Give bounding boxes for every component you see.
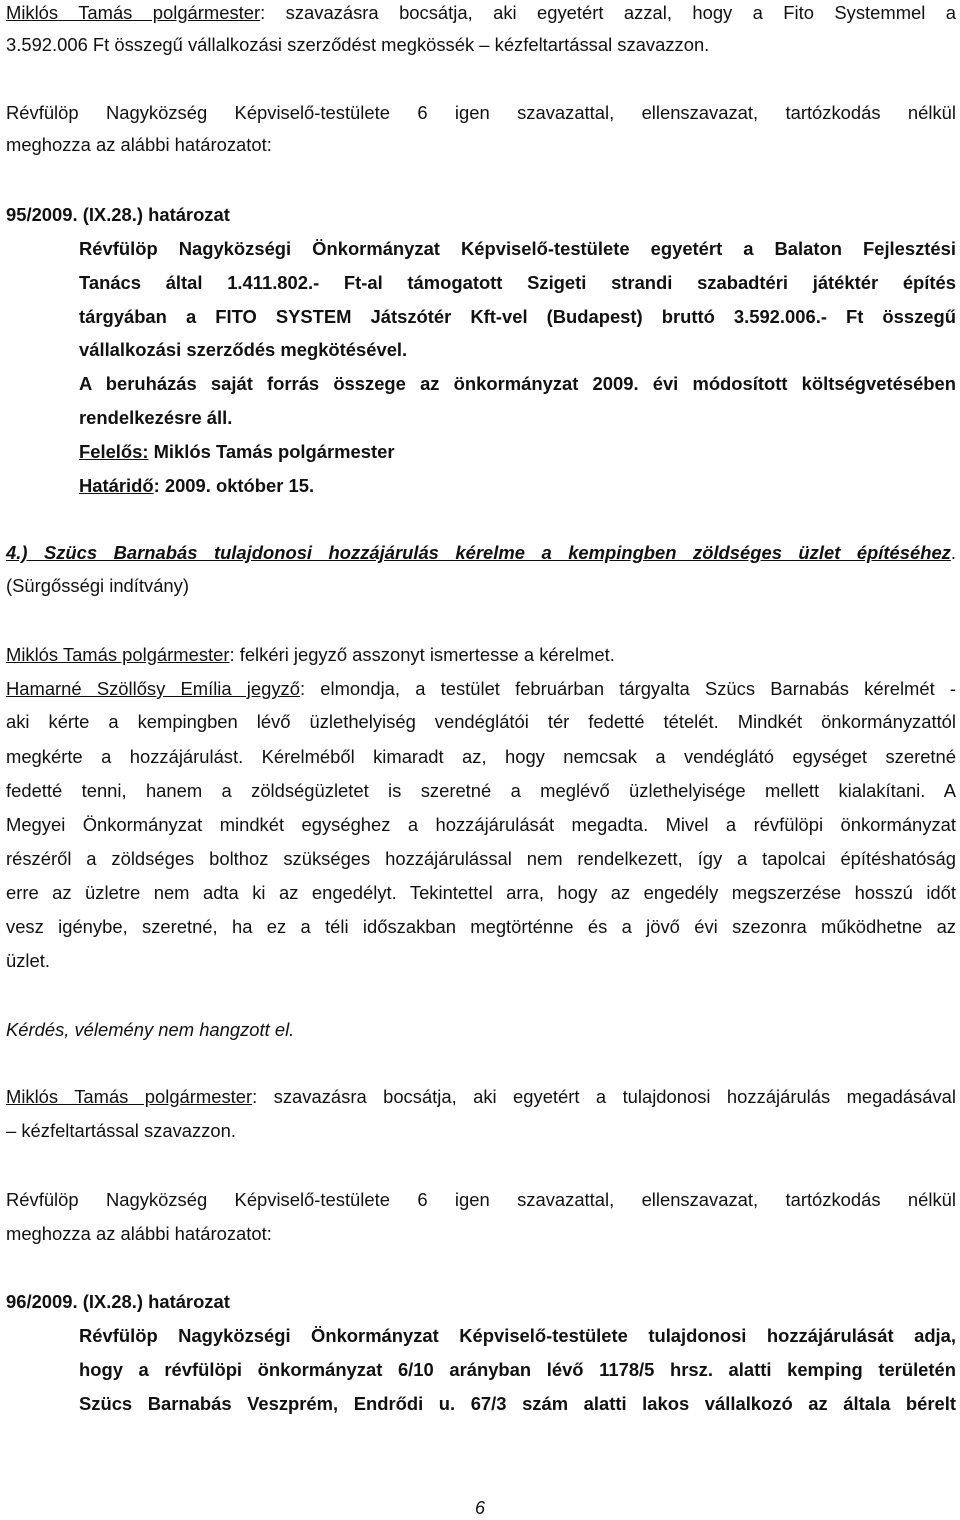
mayor-vote-line-1: Miklós Tamás polgármester: szavazásra bocsátja, aki egyetért azzal, hogy a Fito Systemmel a — [6, 2, 956, 23]
mayor-intro-line: Miklós Tamás polgármester: felkéri jegyző asszonyt ismertesse a kérelmet. — [6, 644, 615, 665]
resolution-text-line: tárgyában a FITO SYSTEM Játszótér Kft-vel (Budapest) bruttó 3.592.006.- Ft összegű — [79, 306, 956, 327]
notary-line: erre az üzletre nem adta ki az engedélyt. Tekintettel arra, hogy az engedély megszerzése hosszú időt — [6, 882, 956, 903]
page-number: 6 — [474, 1498, 485, 1518]
agenda-item-subtitle: (Sürgősségi indítvány) — [6, 575, 189, 596]
agenda-item-title: 4.) Szücs Barnabás tulajdonosi hozzájárulás kérelme a kempingben zöldséges üzlet építéséhez. — [6, 542, 956, 563]
vote-result-line-2: meghozza az alábbi határozatot: — [6, 134, 272, 155]
resolution-text-line: Révfülöp Nagyközségi Önkormányzat Képviselő-testülete egyetért a Balaton Fejlesztési — [79, 238, 956, 259]
vote-result-line-2: meghozza az alábbi határozatot: — [6, 1223, 272, 1244]
resolution-number: 95/2009. (IX.28.) határozat — [6, 204, 230, 225]
notary-line: fedetté tenni, hanem a zöldségüzletet is szeretné a meglévő üzlethelyisége mellett kialakítani. A — [6, 780, 956, 801]
notary-line: vesz igénybe, szeretné, ha ez a téli időszakban megtörténne és a jövő évi szezonra működhetne az — [6, 916, 956, 937]
resolution-text-line: Révfülöp Nagyközségi Önkormányzat Képviselő-testülete tulajdonosi hozzájárulását adja, — [79, 1325, 956, 1346]
mayor-vote-line-2: – kézfeltartással szavazzon. — [6, 1120, 236, 1141]
vote-result-line-1: Révfülöp Nagyközség Képviselő-testülete 6 igen szavazattal, ellenszavazat, tartózkodás nélkül — [6, 102, 956, 123]
notary-line-1: Hamarné Szöllősy Emília jegyző: elmondja, a testület februárban tárgyalta Szücs Barnabás kérelmét - — [6, 678, 956, 699]
notary-line: Megyei Önkormányzat mindkét egységhez a hozzájárulását megadta. Mivel a révfülöpi önkormányzat — [6, 814, 956, 835]
notary-line: részéről a zöldséges bolthoz szükséges hozzájárulással nem rendelkezett, így a tapolcai építéshatóság — [6, 848, 956, 869]
mayor-vote-line-2: 3.592.006 Ft összegű vállalkozási szerződést megkössék – kézfeltartással szavazzon. — [6, 34, 710, 55]
no-questions-note: Kérdés, vélemény nem hangzott el. — [6, 1019, 295, 1040]
vote-result-line-1: Révfülöp Nagyközség Képviselő-testülete 6 igen szavazattal, ellenszavazat, tartózkodás nélkül — [6, 1189, 956, 1210]
speaker-name: Hamarné Szöllősy Emília jegyző — [6, 678, 300, 699]
resolution-text-line: Tanács által 1.411.802.- Ft-al támogatott Szigeti strandi szabadtéri játéktér építés — [79, 272, 956, 293]
resolution-text-line: hogy a révfülöpi önkormányzat 6/10 arányban lévő 1178/5 hrsz. alatti kemping területén — [79, 1359, 956, 1380]
mayor-vote-line-1: Miklós Tamás polgármester: szavazásra bocsátja, aki egyetért a tulajdonosi hozzájárulás megadásával — [6, 1086, 956, 1107]
notary-line: aki kérte a kempingben lévő üzlethelyiség vendéglátói tér fedetté tételét. Mindkét önkormányzattól — [6, 711, 956, 732]
responsible-value: Miklós Tamás polgármester — [148, 441, 395, 462]
resolution-text-line: Szücs Barnabás Veszprém, Endrődi u. 67/3 szám alatti lakos vállalkozó az általa bérelt — [79, 1393, 956, 1414]
speaker-name: Miklós Tamás polgármester — [6, 1086, 253, 1107]
deadline-label: Határidő — [79, 475, 154, 496]
responsible-line — [79, 435, 956, 469]
deadline-line — [79, 469, 956, 503]
resolution-text-line: rendelkezésre áll. — [79, 407, 233, 428]
speaker-name: Miklós Tamás polgármester — [6, 644, 230, 665]
resolution-text-line: vállalkozási szerződés megkötésével. — [79, 339, 408, 360]
resolution-number: 96/2009. (IX.28.) határozat — [6, 1291, 230, 1312]
speaker-name: Miklós Tamás polgármester — [6, 2, 261, 23]
resolution-text-line: A beruházás saját forrás összege az önkormányzat 2009. évi módosított költségvetésében — [79, 373, 956, 394]
notary-line: megkérte a hozzájárulást. Kérelméből kimaradt az, hogy nemcsak a vendéglátó egységet szeretné — [6, 746, 956, 767]
agenda-item-title-text: 4.) Szücs Barnabás tulajdonosi hozzájárulás kérelme a kempingben zöldséges üzlet építéséhez — [6, 542, 951, 563]
responsible-label: Felelős: — [79, 441, 149, 462]
notary-line: üzlet. — [6, 950, 50, 971]
deadline-value: : 2009. október 15. — [153, 475, 315, 496]
